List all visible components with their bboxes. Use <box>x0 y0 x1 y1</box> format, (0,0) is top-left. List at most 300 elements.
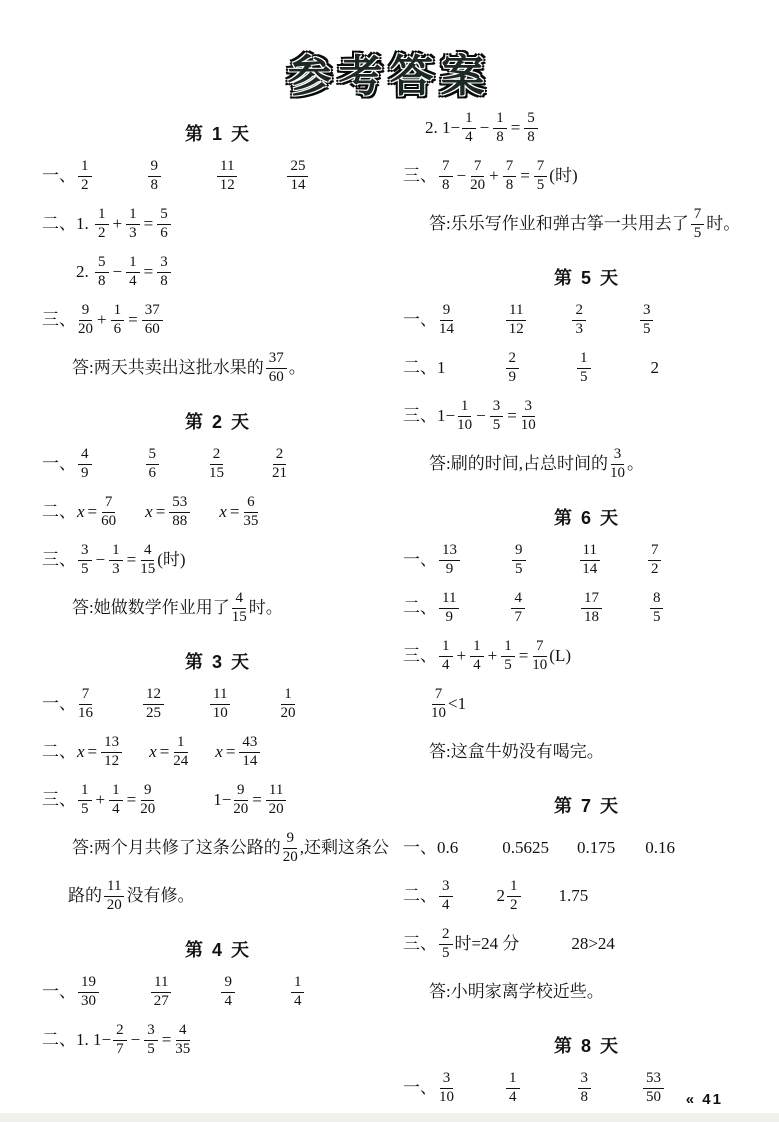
text-token: = <box>126 789 137 809</box>
math-line <box>403 728 771 776</box>
fraction <box>511 591 525 626</box>
text-token: = <box>507 405 517 425</box>
fraction-denominator: 4 <box>465 128 473 145</box>
text-token: <1 <box>448 693 467 713</box>
variable-token: x <box>149 741 157 761</box>
fraction-numerator: 4 <box>78 447 92 465</box>
fraction-denominator: 6 <box>148 464 156 481</box>
fraction-numerator: 11 <box>104 879 124 897</box>
text-token: 一、0.6 <box>403 837 459 857</box>
fraction-denominator: 10 <box>609 464 625 481</box>
text-token: (L) <box>549 645 571 665</box>
fraction-numerator: 2 <box>439 927 453 945</box>
math-line <box>403 968 771 1016</box>
fraction-numerator: 5 <box>95 255 109 273</box>
fraction-denominator: 7 <box>116 1040 124 1057</box>
fraction-denominator: 20 <box>470 176 486 193</box>
fraction <box>501 639 515 674</box>
fraction <box>233 783 248 818</box>
fraction-numerator: 12 <box>143 687 164 705</box>
fraction-denominator: 14 <box>582 560 598 577</box>
fraction-numerator: 37 <box>266 351 287 369</box>
fraction <box>506 351 520 386</box>
text-token: 三、 <box>403 165 437 185</box>
text-token: 一、 <box>403 549 437 569</box>
fraction <box>266 351 287 386</box>
spacer <box>118 512 144 513</box>
text-token: 0.175 <box>577 837 616 857</box>
fraction <box>272 447 287 482</box>
fraction-numerator: 1 <box>78 159 92 177</box>
fraction-denominator: 14 <box>242 752 258 769</box>
fraction <box>221 975 235 1010</box>
text-token: 答:乐乐写作业和弹古筝一共用去了 <box>429 213 689 233</box>
fraction-denominator: 18 <box>583 608 599 625</box>
fraction-denominator: 20 <box>282 848 298 865</box>
text-token: (时) <box>157 549 186 569</box>
text-token: + <box>112 213 123 233</box>
fraction-denominator: 10 <box>212 704 228 721</box>
fraction-denominator: 4 <box>112 800 120 817</box>
fraction-numerator: 9 <box>79 303 93 321</box>
text-token: 一、 <box>403 309 437 329</box>
fraction-denominator: 24 <box>173 752 189 769</box>
fraction-denominator: 88 <box>172 512 188 529</box>
fraction-numerator: 1 <box>439 639 453 657</box>
variable-token: x <box>219 501 227 521</box>
text-token: 二、1. <box>42 213 93 233</box>
fraction-denominator: 60 <box>144 320 160 337</box>
fraction-numerator: 1 <box>506 1071 520 1089</box>
fraction-denominator: 5 <box>81 800 89 817</box>
fraction-numerator: 1 <box>95 207 109 225</box>
text-token: 。 <box>288 357 306 377</box>
fraction <box>95 255 109 290</box>
fraction <box>217 159 237 194</box>
fraction-denominator: 14 <box>439 320 454 337</box>
fraction <box>581 591 602 626</box>
fraction <box>648 543 662 578</box>
text-token: = <box>252 789 262 809</box>
text-token: 二、 <box>403 597 437 617</box>
math-line <box>403 440 771 488</box>
text-token: 时。 <box>706 213 741 233</box>
fraction-numerator: 1 <box>577 351 591 369</box>
fraction-denominator: 20 <box>280 704 296 721</box>
fraction-denominator: 35 <box>243 512 259 529</box>
fraction <box>506 303 526 338</box>
fraction-numerator: 7 <box>648 543 662 561</box>
text-token: 2. <box>76 261 93 281</box>
fraction <box>175 1023 190 1058</box>
fraction <box>243 495 258 530</box>
fraction <box>439 159 453 194</box>
fraction-numerator: 11 <box>151 975 171 993</box>
text-token: + <box>489 165 499 185</box>
text-token: + <box>95 789 106 809</box>
math-line <box>403 296 771 344</box>
text-token: 0.5625 <box>502 837 549 857</box>
math-line <box>42 536 394 584</box>
spacer <box>461 608 509 609</box>
fraction-denominator: 15 <box>209 464 224 481</box>
right-column <box>403 104 771 1112</box>
spacer <box>522 1088 576 1089</box>
text-token: = <box>87 741 98 761</box>
fraction-numerator: 3 <box>522 399 536 417</box>
math-line <box>403 344 771 392</box>
fraction-denominator: 5 <box>147 1040 155 1057</box>
fraction-numerator: 19 <box>78 975 99 993</box>
math-line <box>403 392 771 440</box>
fraction-denominator: 12 <box>219 176 235 193</box>
spacer <box>95 704 141 705</box>
spacer <box>604 608 648 609</box>
math-line <box>403 824 771 872</box>
fraction-denominator: 3 <box>575 320 583 337</box>
fraction-numerator: 1 <box>507 879 521 897</box>
text-token: − <box>476 405 486 425</box>
fraction-denominator: 5 <box>504 656 512 673</box>
fraction-denominator: 20 <box>233 800 249 817</box>
spacer <box>528 560 578 561</box>
text-token: = <box>518 645 529 665</box>
spacer <box>239 176 285 177</box>
fraction-denominator: 9 <box>81 464 89 481</box>
spacer <box>615 848 645 849</box>
fraction <box>143 687 164 722</box>
fraction <box>439 879 453 914</box>
math-line <box>42 1016 394 1064</box>
fraction-numerator: 3 <box>640 303 654 321</box>
fraction <box>173 735 188 770</box>
fraction-numerator: 7 <box>534 159 548 177</box>
fraction-numerator: 1 <box>462 111 476 129</box>
fraction-numerator: 17 <box>581 591 602 609</box>
fraction <box>280 687 295 722</box>
text-token: 三、 <box>403 645 437 665</box>
fraction-denominator: 35 <box>175 1040 191 1057</box>
fraction-numerator: 7 <box>102 495 116 513</box>
fraction <box>507 879 521 914</box>
fraction-numerator: 9 <box>234 783 248 801</box>
fraction-numerator: 25 <box>287 159 308 177</box>
text-token: = <box>143 261 154 281</box>
fraction-numerator: 6 <box>244 495 258 513</box>
spacer <box>237 992 289 993</box>
text-token: = <box>87 501 98 521</box>
fraction-denominator: 10 <box>457 416 473 433</box>
fraction <box>144 1023 158 1058</box>
fraction <box>95 207 109 242</box>
math-line <box>42 728 394 776</box>
text-token: = <box>161 1029 172 1049</box>
fraction <box>532 639 547 674</box>
fraction <box>140 783 155 818</box>
text-token: 一、 <box>42 165 76 185</box>
fraction-denominator: 9 <box>508 368 516 385</box>
fraction <box>78 303 93 338</box>
fraction <box>126 207 140 242</box>
fraction <box>78 159 92 194</box>
fraction-numerator: 9 <box>440 303 454 321</box>
text-token: 答:两个月共修了这条公路的 <box>72 837 281 857</box>
text-token: 时=24 分 <box>454 933 520 953</box>
text-token: 答:她做数学作业用了 <box>72 597 230 617</box>
text-token: 二、 <box>42 741 76 761</box>
fraction <box>580 543 600 578</box>
fraction <box>101 495 116 530</box>
fraction-numerator: 1 <box>493 111 507 129</box>
spacer <box>94 176 146 177</box>
fraction-numerator: 11 <box>217 159 237 177</box>
fraction-denominator: 5 <box>536 176 545 193</box>
spacer <box>456 320 504 321</box>
day-heading: 第 6 天 <box>553 508 620 528</box>
fraction <box>157 255 171 290</box>
day-heading: 第 4 天 <box>184 940 251 960</box>
math-line <box>403 872 771 920</box>
spacer <box>588 320 638 321</box>
fraction-denominator: 12 <box>508 320 524 337</box>
text-token: − <box>456 165 467 185</box>
math-line <box>42 488 394 536</box>
math-line <box>42 776 394 824</box>
fraction <box>109 783 123 818</box>
fraction-denominator: 10 <box>520 416 536 433</box>
title-area <box>0 40 779 102</box>
fraction <box>493 111 507 146</box>
fraction <box>439 543 460 578</box>
fraction-denominator: 10 <box>532 656 548 673</box>
fraction-denominator: 15 <box>140 560 156 577</box>
fraction <box>439 927 453 962</box>
fraction-denominator: 27 <box>153 992 169 1009</box>
text-token: − <box>112 261 123 281</box>
day-heading: 第 5 天 <box>553 268 620 288</box>
math-line <box>42 296 394 344</box>
text-token: = <box>143 213 154 233</box>
fraction <box>521 399 536 434</box>
fraction-denominator: 4 <box>442 896 450 913</box>
fraction-numerator: 4 <box>511 591 525 609</box>
fraction-numerator: 7 <box>533 639 547 657</box>
text-token: 没有修。 <box>126 885 195 905</box>
spacer <box>593 1088 641 1089</box>
text-token: = <box>159 741 170 761</box>
fraction <box>291 975 305 1010</box>
fraction-numerator: 3 <box>144 1023 158 1041</box>
math-line <box>403 536 771 584</box>
fraction-denominator: 3 <box>112 560 120 577</box>
text-token: 二、 <box>42 501 76 521</box>
fraction-denominator: 2 <box>510 896 518 913</box>
spacer <box>446 368 504 369</box>
math-line <box>42 680 394 728</box>
day-heading: 第 7 天 <box>553 796 620 816</box>
text-token: = <box>225 741 236 761</box>
spacer <box>190 752 214 753</box>
spacer <box>519 944 571 945</box>
variable-token: x <box>215 741 223 761</box>
text-token: 一、 <box>403 1077 437 1097</box>
math-line <box>42 344 394 392</box>
fraction-numerator: 1 <box>78 783 92 801</box>
fraction <box>643 1071 664 1106</box>
text-token: 路的 <box>68 885 102 905</box>
fraction-numerator: 4 <box>176 1023 190 1041</box>
fraction-numerator: 3 <box>78 543 92 561</box>
fraction-denominator: 5 <box>515 560 523 577</box>
math-line <box>42 824 394 872</box>
math-line <box>42 584 394 632</box>
fraction <box>78 783 92 818</box>
fraction <box>470 639 484 674</box>
fraction <box>78 975 99 1010</box>
fraction-denominator: 5 <box>652 608 661 625</box>
fraction-denominator: 8 <box>580 1088 588 1105</box>
fraction <box>101 735 122 770</box>
fraction <box>126 255 140 290</box>
fraction-numerator: 3 <box>440 1071 454 1089</box>
fraction-numerator: 3 <box>157 255 171 273</box>
spacer <box>226 464 270 465</box>
fraction <box>283 831 298 866</box>
fraction-numerator: 53 <box>643 1071 664 1089</box>
text-token: = <box>229 501 240 521</box>
fraction <box>239 735 260 770</box>
fraction-denominator: 5 <box>442 944 450 961</box>
day-heading: 第 8 天 <box>553 1036 620 1056</box>
fraction-numerator: 2 <box>506 351 520 369</box>
fraction <box>457 399 472 434</box>
fraction-denominator: 10 <box>431 704 446 721</box>
fraction-numerator: 1 <box>111 303 125 321</box>
math-line <box>403 632 771 680</box>
fraction-denominator: 8 <box>160 272 168 289</box>
text-token: 三、 <box>42 549 76 569</box>
fraction-numerator: 2 <box>113 1023 127 1041</box>
fraction-denominator: 7 <box>514 608 522 625</box>
fraction-denominator: 4 <box>129 272 137 289</box>
fraction-numerator: 2 <box>210 447 224 465</box>
fraction <box>146 447 160 482</box>
fraction <box>610 447 625 482</box>
fraction-numerator: 1 <box>174 735 188 753</box>
day-heading: 第 2 天 <box>184 412 251 432</box>
fraction <box>506 1071 520 1106</box>
text-token: ,还剩这条公 <box>299 837 389 857</box>
fraction <box>111 303 125 338</box>
math-line <box>403 584 771 632</box>
fraction <box>266 783 286 818</box>
text-token: + <box>487 645 498 665</box>
fraction <box>169 495 190 530</box>
fraction-denominator: 21 <box>272 464 287 481</box>
text-token: 答:小明家离学校近些。 <box>429 981 604 1001</box>
fraction-denominator: 25 <box>146 704 161 721</box>
fraction-numerator: 1 <box>109 783 123 801</box>
fraction-numerator: 1 <box>501 639 515 657</box>
fraction <box>113 1023 127 1058</box>
spacer <box>101 992 149 993</box>
text-token: 1− <box>213 789 232 809</box>
day-heading: 第 1 天 <box>184 124 251 144</box>
fraction-numerator: 7 <box>691 207 705 225</box>
fraction <box>462 111 476 146</box>
fraction <box>104 879 124 914</box>
math-line <box>403 200 771 248</box>
fraction-numerator: 3 <box>611 447 625 465</box>
fraction-denominator: 5 <box>642 320 651 337</box>
fraction <box>142 303 163 338</box>
fraction <box>439 639 453 674</box>
fraction-denominator: 5 <box>492 416 501 433</box>
text-token: 三、 <box>42 789 76 809</box>
fraction-numerator: 1 <box>126 207 140 225</box>
fraction-denominator: 20 <box>140 800 156 817</box>
fraction-numerator: 37 <box>142 303 163 321</box>
spacer <box>173 992 219 993</box>
text-token: = <box>126 549 137 569</box>
fraction <box>151 975 171 1010</box>
fraction-numerator: 4 <box>141 543 155 561</box>
fraction-numerator: 8 <box>650 591 664 609</box>
fraction-denominator: 2 <box>98 224 106 241</box>
text-token: 0.16 <box>645 837 675 857</box>
spacer <box>521 368 575 369</box>
spacer <box>455 896 497 897</box>
fraction-numerator: 1 <box>109 543 123 561</box>
fraction-numerator: 9 <box>141 783 155 801</box>
fraction <box>78 543 92 578</box>
fraction-denominator: 5 <box>81 560 89 577</box>
fraction-numerator: 4 <box>232 591 246 609</box>
spacer <box>163 176 215 177</box>
fraction-denominator: 14 <box>290 176 306 193</box>
fraction-denominator: 8 <box>527 128 535 145</box>
fraction-denominator: 8 <box>150 176 158 193</box>
fraction-numerator: 13 <box>439 543 460 561</box>
fraction <box>210 687 230 722</box>
variable-token: x <box>77 741 85 761</box>
text-token: 2. 1− <box>425 117 461 137</box>
fraction-numerator: 7 <box>471 159 485 177</box>
fraction-numerator: 9 <box>221 975 235 993</box>
text-token: − <box>95 549 106 569</box>
fraction <box>148 159 162 194</box>
fraction-denominator: 50 <box>646 1088 661 1105</box>
math-line <box>42 248 394 296</box>
fraction-numerator: 3 <box>490 399 504 417</box>
fraction-denominator: 4 <box>473 656 481 673</box>
fraction <box>470 159 485 194</box>
text-token: (时) <box>549 165 578 185</box>
fraction <box>691 207 705 242</box>
text-token: + <box>456 645 467 665</box>
fraction-numerator: 11 <box>580 543 600 561</box>
fraction-denominator: 6 <box>113 320 122 337</box>
spacer <box>166 704 208 705</box>
fraction-denominator: 4 <box>442 656 450 673</box>
text-token: + <box>97 309 107 329</box>
fraction-numerator: 13 <box>101 735 122 753</box>
math-line <box>42 968 394 1016</box>
math-line <box>42 200 394 248</box>
math-line <box>403 152 771 200</box>
fraction-numerator: 1 <box>458 399 472 417</box>
fraction-denominator: 8 <box>98 272 106 289</box>
